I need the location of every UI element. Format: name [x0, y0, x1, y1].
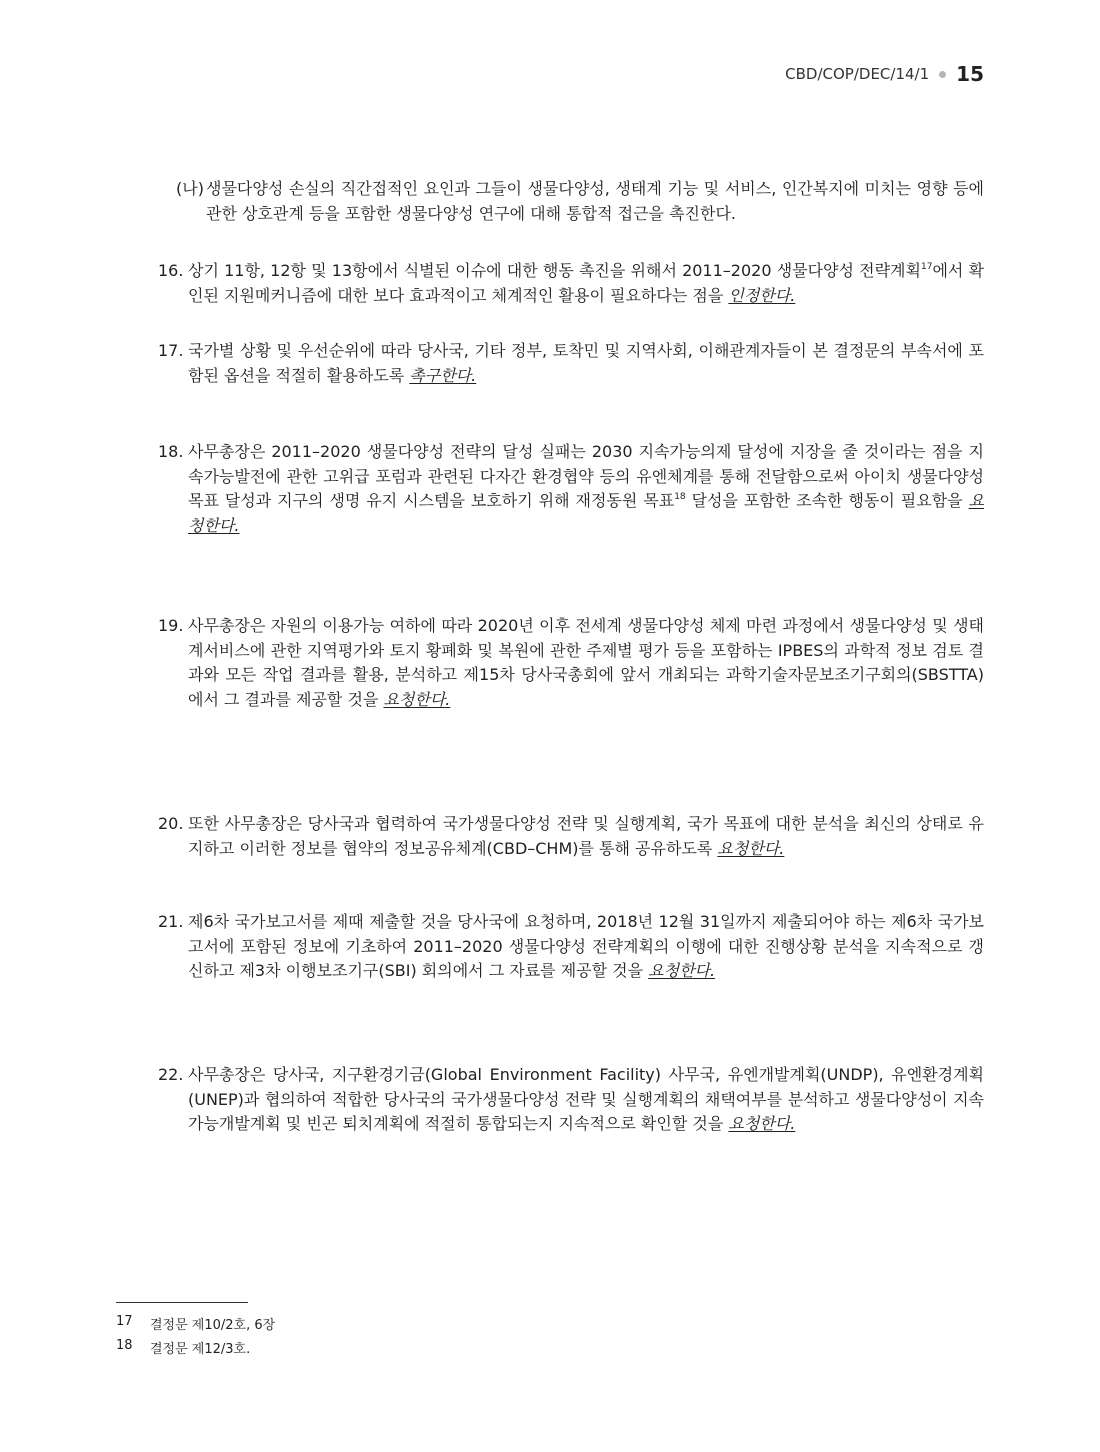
paragraph-text: 제6차 국가보고서를 제때 제출할 것을 당사국에 요청하며, 2018년 12월 31일까지 제출되어야 하는 제6차 국가보고서에 포함된 정보에 기초하여 2011–2020 생물다양성 전략계획의 이행에 대한 진행상황 분석을 지속적으로 갱신하고 제3차 이행보조기구(SBI) 회의에서 그 자료를 제공할 것을 요청한다.	[188, 912, 984, 980]
paragraph-18	[158, 440, 984, 538]
paragraph-text: 또한 사무총장은 당사국과 협력하여 국가생물다양성 전략 및 실행계획, 국가 목표에 대한 분석을 최신의 상태로 유지하고 이러한 정보를 협약의 정보공유체계(CBD–CHM)를 통해 공유하도록 요청한다.	[188, 814, 984, 858]
paragraph-22	[158, 1063, 984, 1137]
paragraph-19	[158, 614, 984, 712]
paragraph-text: 사무총장은 당사국, 지구환경기금(Global Environment Facility) 사무국, 유엔개발계획(UNDP), 유엔환경계획(UNEP)과 협의하여 적합한 당사국의 국가생물다양성 전략 및 실행계획의 채택여부를 분석하고 생물다양성이 지속가능개발계획 및 빈곤 퇴치계획에 적절히 통합되는지 지속적으로 확인할 것을 요청한다.	[188, 1065, 984, 1133]
operative-verb: 요청한다.	[188, 491, 985, 535]
footnote-text: 결정문 제10/2호, 6장	[150, 1318, 276, 1333]
operative-verb: 요청한다.	[717, 838, 785, 858]
separator-dot-icon	[939, 71, 946, 78]
operative-verb: 요청한다.	[648, 961, 716, 980]
footnote-divider	[116, 1302, 248, 1303]
footnote-17	[116, 1314, 275, 1333]
footnote-number: 17	[116, 1314, 133, 1329]
paragraph-number: 21.	[158, 912, 184, 931]
paragraph-number: 18.	[158, 442, 184, 461]
footnote-ref-18[interactable]: 18	[674, 492, 686, 502]
footnote-ref-17[interactable]: 17	[920, 262, 933, 272]
page-header	[785, 62, 984, 86]
paragraph-na	[176, 177, 984, 226]
paragraph-number: 20.	[158, 814, 184, 833]
paragraph-number: 22.	[158, 1065, 184, 1084]
operative-verb: 촉구한다.	[409, 365, 477, 385]
operative-verb: 요청한다.	[383, 689, 451, 709]
paragraph-text: 상기 11항, 12항 및 13항에서 식별된 이슈에 대한 행동 촉진을 위해서 2011–2020 생물다양성 전략계획$^{17}$에서 확인된 지원메커니즘에 대한 보다 효과적이고 체계적인 활용이 필요하다는 점을 인정한다.	[188, 261, 984, 305]
paragraph-text: 국가별 상황 및 우선순위에 따라 당사국, 기타 정부, 토착민 및 지역사회, 이해관계자들이 본 결정문의 부속서에 포함된 옵션을 적절히 활용하도록 촉구한다.	[188, 341, 984, 385]
paragraph-text: 생물다양성 손실의 직간접적인 요인과 그들이 생물다양성, 생태계 기능 및 서비스, 인간복지에 미치는 영향 등에 관한 상호관계 등을 포함한 생물다양성 연구에 대해 통합적 접근을 촉진한다.	[206, 179, 984, 223]
paragraph-text: 사무총장은 자원의 이용가능 여하에 따라 2020년 이후 전세계 생물다양성 체제 마련 과정에서 생물다양성 및 생태계서비스에 관한 지역평가와 토지 황폐화 및 복원에 관한 주제별 평가 등을 포함하는 IPBES의 과학적 정보 검토 결과와 모든 작업 결과를 활용, 분석하고 제15차 당사국총회에 앞서 개최되는 과학기술자문보조기구회의(SBSTTA)에서 그 결과를 제공할 것을 요청한다.	[188, 616, 984, 709]
footnote-18	[116, 1338, 250, 1357]
paragraph-16	[158, 259, 984, 308]
paragraph-number: 19.	[158, 616, 184, 635]
page-number: 15	[956, 62, 984, 86]
paragraph-21	[158, 910, 984, 984]
paragraph-20	[158, 812, 984, 861]
footnote-text: 결정문 제12/3호.	[150, 1342, 251, 1357]
paragraph-text: 사무총장은 2011–2020 생물다양성 전략의 달성 실패는 2030 지속가능의제 달성에 지장을 줄 것이라는 점을 지속가능발전에 관한 고위급 포럼과 관련된 다자간 환경협약 등의 유엔체계를 통해 전달함으로써 아이치 생물다양성 목표 달성과 지구의 생명 유지 시스템을 보호하기 위해 재정동원 목표$^{18}$ 달성을 포함한 조속한 행동이 필요함을 요청한다.	[188, 442, 985, 535]
footnote-number: 18	[116, 1338, 133, 1353]
paragraph-number: 16.	[158, 261, 184, 280]
operative-verb: 요청한다.	[728, 1114, 796, 1133]
paragraph-number: (나)	[176, 179, 204, 198]
paragraph-number: 17.	[158, 341, 184, 360]
paragraph-17	[158, 339, 984, 388]
document-id: CBD/COP/DEC/14/1	[785, 65, 930, 83]
operative-verb: 인정한다.	[728, 285, 796, 305]
